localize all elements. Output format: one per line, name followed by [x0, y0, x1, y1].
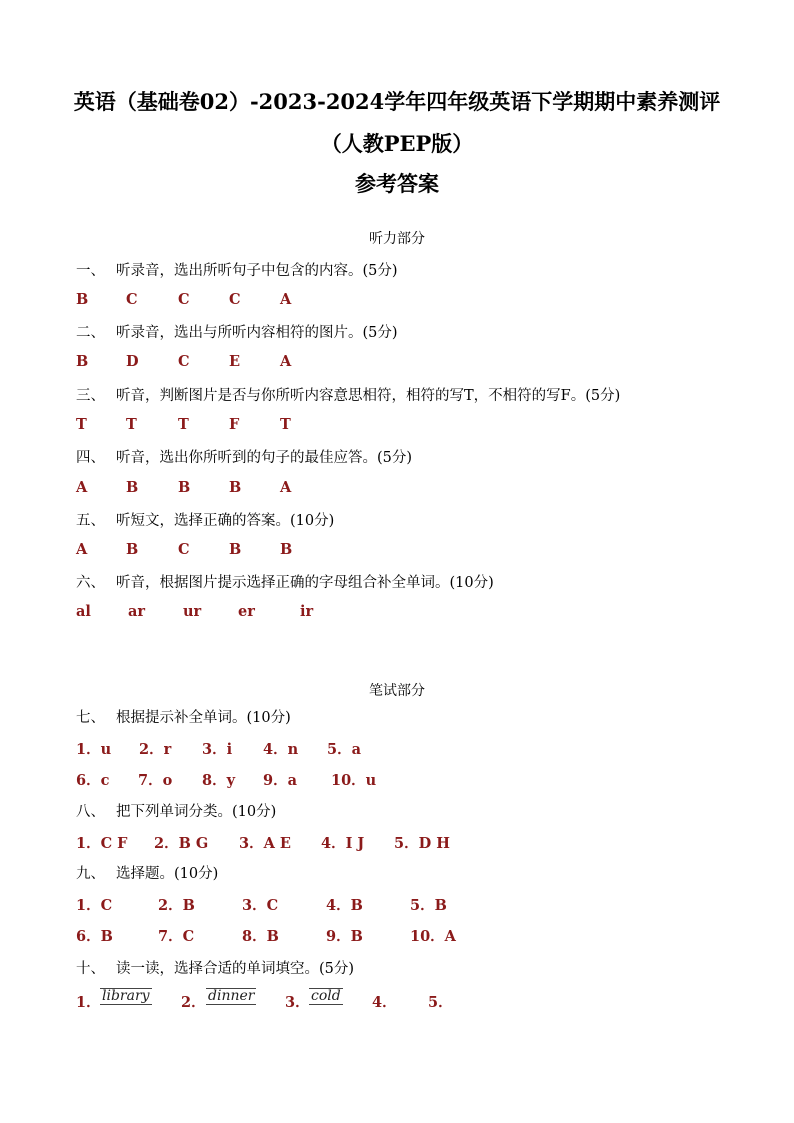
answer: B — [76, 291, 89, 308]
answer: C — [126, 291, 138, 308]
answer: 1．C F — [76, 835, 128, 852]
answer: 3．i — [202, 741, 233, 758]
answer: 8．y — [202, 772, 236, 789]
handwritten-answer: cold — [311, 988, 341, 1004]
answer: B — [126, 479, 139, 496]
question-9 — [76, 862, 218, 883]
answer: A — [280, 291, 292, 308]
question-text: 读一读，选择合适的单词填空。(5分) — [116, 961, 355, 977]
answer: F — [229, 416, 240, 433]
handwritten-answer: dinner — [208, 988, 255, 1004]
answer: 4．B — [326, 897, 363, 914]
document-edition: （人教PEP版） — [320, 131, 474, 156]
question-number: 十、 — [76, 961, 105, 977]
answer: al — [76, 603, 91, 620]
answer: 5．a — [327, 741, 361, 758]
answer: T — [76, 416, 87, 433]
answer: C — [178, 541, 190, 558]
question-text: 听音，根据图片提示选择正确的字母组合补全单词。(10分) — [116, 575, 494, 591]
answer: 9．a — [263, 772, 297, 789]
answer: A — [76, 479, 88, 496]
question-number: 三、 — [76, 388, 105, 404]
question-text: 听录音，选出与所听内容相符的图片。(5分) — [116, 325, 398, 341]
question-5 — [76, 509, 334, 530]
question-text: 听录音，选出所听句子中包含的内容。(5分) — [116, 263, 398, 279]
answer-label: 2． — [181, 994, 206, 1011]
answer: ar — [128, 603, 146, 620]
listening-heading: 听力部分 — [369, 231, 425, 247]
answer: C — [178, 291, 190, 308]
answer: C — [229, 291, 241, 308]
answer: 5．B — [410, 897, 447, 914]
answer: C — [178, 353, 190, 370]
answer: 10．A — [410, 928, 456, 945]
answer: 1．C — [76, 897, 113, 914]
answer: 3．C — [242, 897, 279, 914]
answer: 8．B — [242, 928, 279, 945]
question-text: 根据提示补全单词。(10分) — [116, 710, 291, 726]
answer: 4．n — [263, 741, 299, 758]
answer: B — [76, 353, 89, 370]
question-7 — [76, 706, 291, 727]
answer: er — [238, 603, 255, 620]
answer: ir — [300, 603, 314, 620]
question-text: 听短文，选择正确的答案。(10分) — [116, 513, 335, 529]
question-number: 九、 — [76, 866, 105, 882]
question-number: 一、 — [76, 263, 105, 279]
answer: 9．B — [326, 928, 363, 945]
answer-label: 4． — [372, 994, 397, 1011]
answer: B — [178, 479, 191, 496]
answer-label: 3． — [285, 994, 310, 1011]
question-text: 听音，判断图片是否与你所听内容意思相符，相符的写T，不相符的写F。(5分) — [116, 388, 621, 404]
question-number: 四、 — [76, 450, 105, 466]
answer: 1．u — [76, 741, 112, 758]
answer: 10．u — [331, 772, 377, 789]
answer: 7．C — [158, 928, 195, 945]
question-number: 二、 — [76, 325, 105, 341]
answer: D — [126, 353, 139, 370]
question-number: 七、 — [76, 710, 105, 726]
question-4 — [76, 446, 412, 467]
question-text: 把下列单词分类。(10分) — [116, 804, 277, 820]
question-10 — [76, 957, 354, 978]
answer: T — [126, 416, 137, 433]
answer: B — [229, 479, 242, 496]
answer: 2．r — [139, 741, 172, 758]
question-2 — [76, 321, 398, 342]
question-3 — [76, 384, 620, 405]
document-subtitle: 参考答案 — [355, 171, 439, 196]
answer: 5．D H — [394, 835, 450, 852]
answer: 6．B — [76, 928, 113, 945]
question-6 — [76, 571, 494, 592]
answer: ur — [183, 603, 202, 620]
handwritten-answer: library — [102, 988, 150, 1004]
answer: E — [229, 353, 241, 370]
answer: B — [280, 541, 293, 558]
question-text: 选择题。(10分) — [116, 866, 219, 882]
answer: A — [280, 353, 292, 370]
document-title: 英语（基础卷02）-2023-2024学年四年级英语下学期期中素养测评 — [73, 89, 721, 114]
answer: T — [178, 416, 189, 433]
question-8 — [76, 800, 276, 821]
answer: 7．o — [138, 772, 173, 789]
answer-label: 5． — [428, 994, 453, 1011]
answer: B — [229, 541, 242, 558]
answer: 3．A E — [239, 835, 291, 852]
question-1 — [76, 259, 398, 280]
answer-label: 1． — [76, 994, 101, 1011]
answer: T — [280, 416, 291, 433]
answer: 4．I J — [321, 835, 365, 852]
answer: 6．c — [76, 772, 110, 789]
answer: 2．B G — [154, 835, 209, 852]
writing-heading: 笔试部分 — [369, 683, 425, 699]
answer: B — [126, 541, 139, 558]
answer: A — [76, 541, 88, 558]
question-number: 八、 — [76, 804, 105, 820]
answer: A — [280, 479, 292, 496]
question-number: 六、 — [76, 575, 105, 591]
question-text: 听音，选出你所听到的句子的最佳应答。(5分) — [116, 450, 413, 466]
answer: 2．B — [158, 897, 195, 914]
question-number: 五、 — [76, 513, 105, 529]
